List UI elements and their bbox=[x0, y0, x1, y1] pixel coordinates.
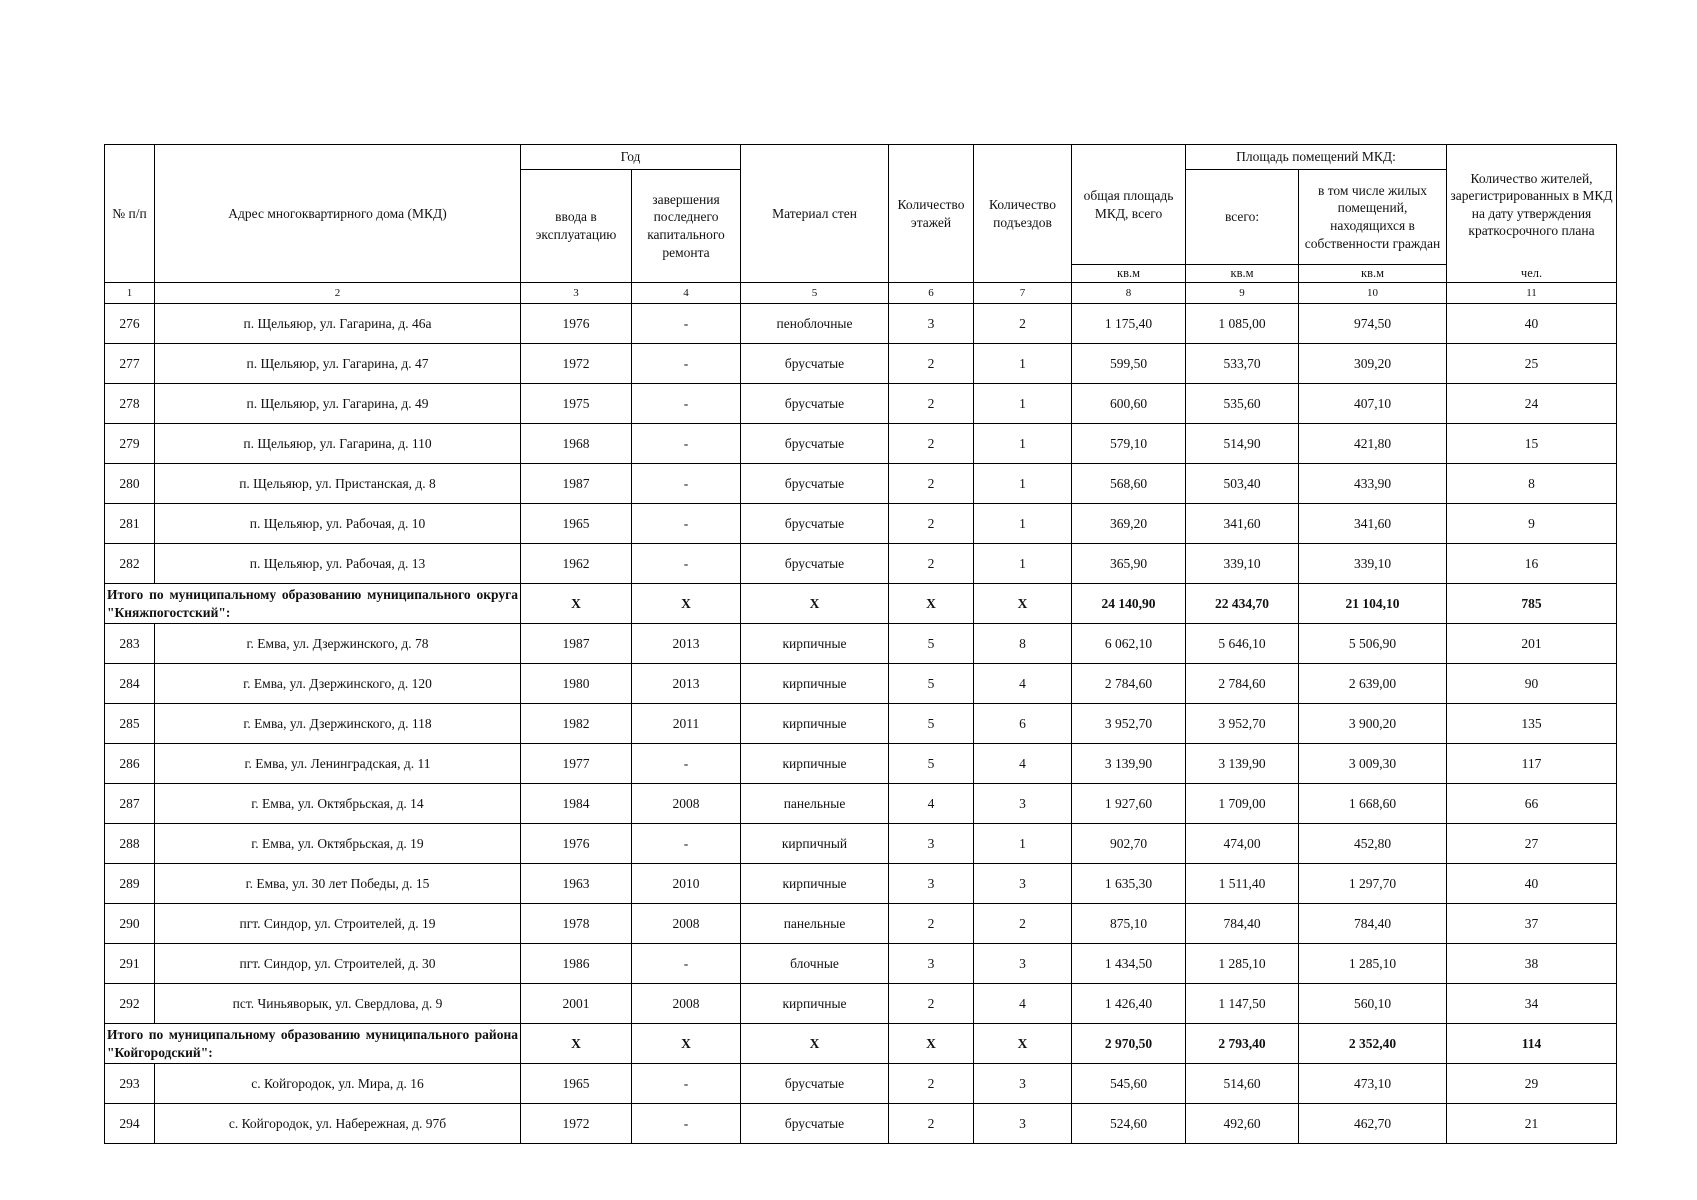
cell-material: брусчатые bbox=[741, 384, 889, 424]
cell-address: г. Емва, ул. Октябрьская, д. 14 bbox=[155, 784, 521, 824]
cell-total-label: Итого по муниципальному образованию муниципального округа "Княжпогостский": bbox=[105, 584, 521, 624]
cell-residents: 29 bbox=[1447, 1064, 1617, 1104]
header-area-group: Площадь помещений МКД: bbox=[1186, 145, 1447, 170]
cell-residents: 201 bbox=[1447, 624, 1617, 664]
cell-entrances: 4 bbox=[974, 984, 1072, 1024]
cell-area-private: 3 009,30 bbox=[1299, 744, 1447, 784]
cell-total-area: 1 175,40 bbox=[1072, 304, 1186, 344]
cell-repair: 2011 bbox=[632, 704, 741, 744]
table-row bbox=[105, 664, 1617, 704]
cell-entrances: 6 bbox=[974, 704, 1072, 744]
cell-num: 289 bbox=[105, 864, 155, 904]
cell-total-area: 369,20 bbox=[1072, 504, 1186, 544]
column-number: 1 bbox=[105, 283, 155, 304]
column-number: 4 bbox=[632, 283, 741, 304]
cell-year: 1965 bbox=[521, 1064, 632, 1104]
cell-address: г. Емва, ул. Дзержинского, д. 120 bbox=[155, 664, 521, 704]
cell-repair: - bbox=[632, 1064, 741, 1104]
cell-area-all: 2 793,40 bbox=[1186, 1024, 1299, 1064]
cell-residents: 90 bbox=[1447, 664, 1617, 704]
cell-area-private: 341,60 bbox=[1299, 504, 1447, 544]
cell-area-private: 2 352,40 bbox=[1299, 1024, 1447, 1064]
cell-entrances: 1 bbox=[974, 464, 1072, 504]
cell-area-private: 421,80 bbox=[1299, 424, 1447, 464]
cell-entrances: 2 bbox=[974, 904, 1072, 944]
cell-address: г. Емва, ул. Дзержинского, д. 78 bbox=[155, 624, 521, 664]
cell-floors: 2 bbox=[889, 424, 974, 464]
cell-repair: - bbox=[632, 944, 741, 984]
table-row bbox=[105, 744, 1617, 784]
cell-repair: - bbox=[632, 744, 741, 784]
cell-repair: - bbox=[632, 304, 741, 344]
cell-area-all: 492,60 bbox=[1186, 1104, 1299, 1144]
cell-address: г. Емва, ул. Ленинградская, д. 11 bbox=[155, 744, 521, 784]
cell-area-private: 2 639,00 bbox=[1299, 664, 1447, 704]
cell-num: 279 bbox=[105, 424, 155, 464]
cell-residents: 117 bbox=[1447, 744, 1617, 784]
column-number: 5 bbox=[741, 283, 889, 304]
cell-material: блочные bbox=[741, 944, 889, 984]
cell-address: п. Щельяюр, ул. Гагарина, д. 110 bbox=[155, 424, 521, 464]
cell-material: кирпичные bbox=[741, 984, 889, 1024]
cell-address: пст. Чиньяворык, ул. Свердлова, д. 9 bbox=[155, 984, 521, 1024]
cell-floors: 2 bbox=[889, 1104, 974, 1144]
column-number: 9 bbox=[1186, 283, 1299, 304]
column-number: 11 bbox=[1447, 283, 1617, 304]
total-row bbox=[105, 584, 1617, 624]
table-row bbox=[105, 424, 1617, 464]
cell-total-area: 3 139,90 bbox=[1072, 744, 1186, 784]
cell-area-private: 473,10 bbox=[1299, 1064, 1447, 1104]
cell-entrances: 3 bbox=[974, 864, 1072, 904]
cell-year: X bbox=[521, 1024, 632, 1064]
cell-year: 1972 bbox=[521, 1104, 632, 1144]
cell-num: 285 bbox=[105, 704, 155, 744]
cell-address: г. Емва, ул. Октябрьская, д. 19 bbox=[155, 824, 521, 864]
cell-residents: 34 bbox=[1447, 984, 1617, 1024]
cell-entrances: 8 bbox=[974, 624, 1072, 664]
cell-repair: 2008 bbox=[632, 904, 741, 944]
cell-year: 1962 bbox=[521, 544, 632, 584]
cell-area-all: 339,10 bbox=[1186, 544, 1299, 584]
cell-area-all: 22 434,70 bbox=[1186, 584, 1299, 624]
cell-year: 1976 bbox=[521, 824, 632, 864]
cell-repair: - bbox=[632, 384, 741, 424]
cell-material: брусчатые bbox=[741, 424, 889, 464]
cell-residents: 9 bbox=[1447, 504, 1617, 544]
cell-entrances: 3 bbox=[974, 1064, 1072, 1104]
cell-repair: 2013 bbox=[632, 664, 741, 704]
cell-material: брусчатые bbox=[741, 544, 889, 584]
table-row bbox=[105, 984, 1617, 1024]
cell-area-private: 974,50 bbox=[1299, 304, 1447, 344]
cell-total-area: 2 970,50 bbox=[1072, 1024, 1186, 1064]
cell-num: 281 bbox=[105, 504, 155, 544]
cell-address: п. Щельяюр, ул. Пристанская, д. 8 bbox=[155, 464, 521, 504]
column-number: 3 bbox=[521, 283, 632, 304]
cell-area-private: 1 285,10 bbox=[1299, 944, 1447, 984]
cell-floors: 2 bbox=[889, 1064, 974, 1104]
cell-residents: 135 bbox=[1447, 704, 1617, 744]
cell-residents: 40 bbox=[1447, 304, 1617, 344]
column-number: 7 bbox=[974, 283, 1072, 304]
cell-floors: 5 bbox=[889, 704, 974, 744]
cell-entrances: 4 bbox=[974, 744, 1072, 784]
cell-material: кирпичные bbox=[741, 744, 889, 784]
cell-area-private: 452,80 bbox=[1299, 824, 1447, 864]
cell-area-private: 784,40 bbox=[1299, 904, 1447, 944]
cell-material: X bbox=[741, 1024, 889, 1064]
cell-repair: - bbox=[632, 504, 741, 544]
column-number: 6 bbox=[889, 283, 974, 304]
column-number-row bbox=[105, 283, 1617, 304]
table-row bbox=[105, 704, 1617, 744]
cell-floors: 3 bbox=[889, 824, 974, 864]
cell-entrances: 3 bbox=[974, 944, 1072, 984]
cell-entrances: 2 bbox=[974, 304, 1072, 344]
cell-num: 283 bbox=[105, 624, 155, 664]
cell-total-area: 2 784,60 bbox=[1072, 664, 1186, 704]
header-year-repair: завершения последнего капитального ремонта bbox=[632, 170, 741, 283]
header-wall-material: Материал стен bbox=[741, 145, 889, 283]
cell-area-all: 535,60 bbox=[1186, 384, 1299, 424]
cell-entrances: 4 bbox=[974, 664, 1072, 704]
cell-year: 1975 bbox=[521, 384, 632, 424]
unit-residents: чел. bbox=[1447, 265, 1617, 283]
cell-area-all: 3 139,90 bbox=[1186, 744, 1299, 784]
cell-num: 288 bbox=[105, 824, 155, 864]
cell-residents: 785 bbox=[1447, 584, 1617, 624]
table-row bbox=[105, 464, 1617, 504]
cell-total-area: 24 140,90 bbox=[1072, 584, 1186, 624]
table-row bbox=[105, 1104, 1617, 1144]
cell-repair: - bbox=[632, 1104, 741, 1144]
header-num: № п/п bbox=[105, 145, 155, 283]
cell-repair: - bbox=[632, 824, 741, 864]
cell-area-private: 21 104,10 bbox=[1299, 584, 1447, 624]
cell-entrances: 1 bbox=[974, 344, 1072, 384]
cell-address: п. Щельяюр, ул. Гагарина, д. 46а bbox=[155, 304, 521, 344]
cell-area-all: 2 784,60 bbox=[1186, 664, 1299, 704]
cell-year: 1972 bbox=[521, 344, 632, 384]
cell-material: X bbox=[741, 584, 889, 624]
header-residents: Количество жителей, зарегистрированных в МКД на дату утверждения краткосрочного плана bbox=[1447, 145, 1617, 265]
cell-repair: X bbox=[632, 584, 741, 624]
cell-entrances: 1 bbox=[974, 424, 1072, 464]
cell-num: 277 bbox=[105, 344, 155, 384]
table-row bbox=[105, 304, 1617, 344]
unit-total-area: кв.м bbox=[1072, 265, 1186, 283]
cell-area-private: 407,10 bbox=[1299, 384, 1447, 424]
cell-total-area: 6 062,10 bbox=[1072, 624, 1186, 664]
cell-total-area: 600,60 bbox=[1072, 384, 1186, 424]
cell-total-area: 579,10 bbox=[1072, 424, 1186, 464]
cell-num: 291 bbox=[105, 944, 155, 984]
unit-area-private: кв.м bbox=[1299, 265, 1447, 283]
cell-year: 1963 bbox=[521, 864, 632, 904]
cell-total-area: 1 426,40 bbox=[1072, 984, 1186, 1024]
cell-entrances: 1 bbox=[974, 384, 1072, 424]
table-row bbox=[105, 544, 1617, 584]
cell-floors: 5 bbox=[889, 744, 974, 784]
cell-entrances: 3 bbox=[974, 784, 1072, 824]
table-row bbox=[105, 944, 1617, 984]
cell-material: панельные bbox=[741, 904, 889, 944]
cell-num: 276 bbox=[105, 304, 155, 344]
cell-address: пгт. Синдор, ул. Строителей, д. 30 bbox=[155, 944, 521, 984]
cell-area-all: 1 147,50 bbox=[1186, 984, 1299, 1024]
cell-material: панельные bbox=[741, 784, 889, 824]
cell-repair: - bbox=[632, 344, 741, 384]
cell-year: 1980 bbox=[521, 664, 632, 704]
cell-num: 290 bbox=[105, 904, 155, 944]
cell-total-area: 902,70 bbox=[1072, 824, 1186, 864]
cell-material: кирпичные bbox=[741, 864, 889, 904]
cell-floors: X bbox=[889, 1024, 974, 1064]
cell-residents: 40 bbox=[1447, 864, 1617, 904]
cell-repair: 2010 bbox=[632, 864, 741, 904]
header-entrances: Количество подъездов bbox=[974, 145, 1072, 283]
cell-residents: 114 bbox=[1447, 1024, 1617, 1064]
cell-repair: - bbox=[632, 424, 741, 464]
cell-year: 1984 bbox=[521, 784, 632, 824]
cell-num: 286 bbox=[105, 744, 155, 784]
cell-material: брусчатые bbox=[741, 504, 889, 544]
cell-repair: - bbox=[632, 464, 741, 504]
cell-total-area: 3 952,70 bbox=[1072, 704, 1186, 744]
cell-area-all: 1 511,40 bbox=[1186, 864, 1299, 904]
cell-residents: 21 bbox=[1447, 1104, 1617, 1144]
cell-area-private: 309,20 bbox=[1299, 344, 1447, 384]
cell-residents: 8 bbox=[1447, 464, 1617, 504]
header-year-commission: ввода в эксплуатацию bbox=[521, 170, 632, 283]
cell-year: 1987 bbox=[521, 624, 632, 664]
table-row bbox=[105, 864, 1617, 904]
unit-area-all: кв.м bbox=[1186, 265, 1299, 283]
cell-floors: X bbox=[889, 584, 974, 624]
header-area-private: в том числе жилых помещений, находящихся в собственности граждан bbox=[1299, 170, 1447, 265]
cell-repair: X bbox=[632, 1024, 741, 1064]
cell-year: 1987 bbox=[521, 464, 632, 504]
cell-material: брусчатые bbox=[741, 1104, 889, 1144]
cell-year: 1968 bbox=[521, 424, 632, 464]
cell-residents: 24 bbox=[1447, 384, 1617, 424]
cell-residents: 27 bbox=[1447, 824, 1617, 864]
cell-address: п. Щельяюр, ул. Гагарина, д. 47 bbox=[155, 344, 521, 384]
cell-num: 284 bbox=[105, 664, 155, 704]
cell-material: кирпичные bbox=[741, 704, 889, 744]
cell-num: 282 bbox=[105, 544, 155, 584]
cell-repair: 2013 bbox=[632, 624, 741, 664]
cell-floors: 5 bbox=[889, 664, 974, 704]
header-area-all: всего: bbox=[1186, 170, 1299, 265]
header-address: Адрес многоквартирного дома (МКД) bbox=[155, 145, 521, 283]
cell-area-private: 1 297,70 bbox=[1299, 864, 1447, 904]
cell-address: с. Койгородок, ул. Мира, д. 16 bbox=[155, 1064, 521, 1104]
cell-year: 1976 bbox=[521, 304, 632, 344]
cell-floors: 3 bbox=[889, 864, 974, 904]
cell-area-private: 339,10 bbox=[1299, 544, 1447, 584]
cell-area-all: 1 085,00 bbox=[1186, 304, 1299, 344]
table-row bbox=[105, 504, 1617, 544]
cell-year: 1977 bbox=[521, 744, 632, 784]
cell-total-area: 365,90 bbox=[1072, 544, 1186, 584]
cell-material: брусчатые bbox=[741, 464, 889, 504]
cell-area-all: 474,00 bbox=[1186, 824, 1299, 864]
total-row bbox=[105, 1024, 1617, 1064]
cell-num: 278 bbox=[105, 384, 155, 424]
cell-floors: 3 bbox=[889, 944, 974, 984]
cell-year: 1965 bbox=[521, 504, 632, 544]
cell-total-area: 1 927,60 bbox=[1072, 784, 1186, 824]
column-number: 2 bbox=[155, 283, 521, 304]
table-row bbox=[105, 1064, 1617, 1104]
cell-total-area: 875,10 bbox=[1072, 904, 1186, 944]
cell-address: г. Емва, ул. 30 лет Победы, д. 15 bbox=[155, 864, 521, 904]
cell-repair: - bbox=[632, 544, 741, 584]
cell-entrances: X bbox=[974, 1024, 1072, 1064]
cell-entrances: 1 bbox=[974, 504, 1072, 544]
cell-material: брусчатые bbox=[741, 1064, 889, 1104]
cell-material: брусчатые bbox=[741, 344, 889, 384]
cell-floors: 2 bbox=[889, 984, 974, 1024]
cell-floors: 5 bbox=[889, 624, 974, 664]
cell-entrances: 1 bbox=[974, 544, 1072, 584]
cell-address: п. Щельяюр, ул. Гагарина, д. 49 bbox=[155, 384, 521, 424]
cell-num: 294 bbox=[105, 1104, 155, 1144]
cell-address: п. Щельяюр, ул. Рабочая, д. 13 bbox=[155, 544, 521, 584]
cell-area-all: 784,40 bbox=[1186, 904, 1299, 944]
cell-area-all: 3 952,70 bbox=[1186, 704, 1299, 744]
cell-area-all: 503,40 bbox=[1186, 464, 1299, 504]
header-floors: Количество этажей bbox=[889, 145, 974, 283]
cell-area-all: 5 646,10 bbox=[1186, 624, 1299, 664]
cell-address: с. Койгородок, ул. Набережная, д. 97б bbox=[155, 1104, 521, 1144]
cell-floors: 2 bbox=[889, 904, 974, 944]
cell-num: 280 bbox=[105, 464, 155, 504]
cell-repair: 2008 bbox=[632, 784, 741, 824]
cell-residents: 66 bbox=[1447, 784, 1617, 824]
column-number: 8 bbox=[1072, 283, 1186, 304]
cell-entrances: 3 bbox=[974, 1104, 1072, 1144]
header-year-group: Год bbox=[521, 145, 741, 170]
cell-area-all: 1 285,10 bbox=[1186, 944, 1299, 984]
header-total-area: общая площадь МКД, всего bbox=[1072, 145, 1186, 265]
cell-total-area: 524,60 bbox=[1072, 1104, 1186, 1144]
cell-floors: 2 bbox=[889, 464, 974, 504]
cell-entrances: 1 bbox=[974, 824, 1072, 864]
cell-num: 292 bbox=[105, 984, 155, 1024]
table-row bbox=[105, 344, 1617, 384]
cell-area-all: 514,90 bbox=[1186, 424, 1299, 464]
cell-area-private: 560,10 bbox=[1299, 984, 1447, 1024]
cell-floors: 2 bbox=[889, 384, 974, 424]
cell-residents: 16 bbox=[1447, 544, 1617, 584]
cell-area-all: 1 709,00 bbox=[1186, 784, 1299, 824]
table-row bbox=[105, 904, 1617, 944]
cell-year: X bbox=[521, 584, 632, 624]
cell-area-all: 514,60 bbox=[1186, 1064, 1299, 1104]
cell-floors: 4 bbox=[889, 784, 974, 824]
cell-total-area: 545,60 bbox=[1072, 1064, 1186, 1104]
cell-year: 2001 bbox=[521, 984, 632, 1024]
cell-total-area: 1 434,50 bbox=[1072, 944, 1186, 984]
cell-floors: 2 bbox=[889, 504, 974, 544]
cell-area-all: 533,70 bbox=[1186, 344, 1299, 384]
cell-material: кирпичный bbox=[741, 824, 889, 864]
cell-area-private: 1 668,60 bbox=[1299, 784, 1447, 824]
cell-total-area: 1 635,30 bbox=[1072, 864, 1186, 904]
table-row bbox=[105, 784, 1617, 824]
cell-material: кирпичные bbox=[741, 664, 889, 704]
cell-area-all: 341,60 bbox=[1186, 504, 1299, 544]
cell-area-private: 433,90 bbox=[1299, 464, 1447, 504]
cell-year: 1986 bbox=[521, 944, 632, 984]
table-body bbox=[105, 304, 1617, 1144]
cell-residents: 25 bbox=[1447, 344, 1617, 384]
table-row bbox=[105, 824, 1617, 864]
cell-address: г. Емва, ул. Дзержинского, д. 118 bbox=[155, 704, 521, 744]
cell-total-area: 599,50 bbox=[1072, 344, 1186, 384]
cell-area-private: 3 900,20 bbox=[1299, 704, 1447, 744]
cell-entrances: X bbox=[974, 584, 1072, 624]
cell-address: п. Щельяюр, ул. Рабочая, д. 10 bbox=[155, 504, 521, 544]
housing-table bbox=[104, 144, 1617, 1144]
cell-material: пеноблочные bbox=[741, 304, 889, 344]
cell-total-area: 568,60 bbox=[1072, 464, 1186, 504]
cell-num: 293 bbox=[105, 1064, 155, 1104]
cell-total-label: Итого по муниципальному образованию муниципального района "Койгородский": bbox=[105, 1024, 521, 1064]
cell-year: 1978 bbox=[521, 904, 632, 944]
cell-residents: 38 bbox=[1447, 944, 1617, 984]
cell-floors: 2 bbox=[889, 344, 974, 384]
cell-area-private: 5 506,90 bbox=[1299, 624, 1447, 664]
cell-area-private: 462,70 bbox=[1299, 1104, 1447, 1144]
cell-num: 287 bbox=[105, 784, 155, 824]
cell-floors: 3 bbox=[889, 304, 974, 344]
cell-floors: 2 bbox=[889, 544, 974, 584]
table-row bbox=[105, 624, 1617, 664]
cell-address: пгт. Синдор, ул. Строителей, д. 19 bbox=[155, 904, 521, 944]
cell-residents: 15 bbox=[1447, 424, 1617, 464]
table-row bbox=[105, 384, 1617, 424]
cell-material: кирпичные bbox=[741, 624, 889, 664]
column-number: 10 bbox=[1299, 283, 1447, 304]
cell-residents: 37 bbox=[1447, 904, 1617, 944]
cell-repair: 2008 bbox=[632, 984, 741, 1024]
cell-year: 1982 bbox=[521, 704, 632, 744]
